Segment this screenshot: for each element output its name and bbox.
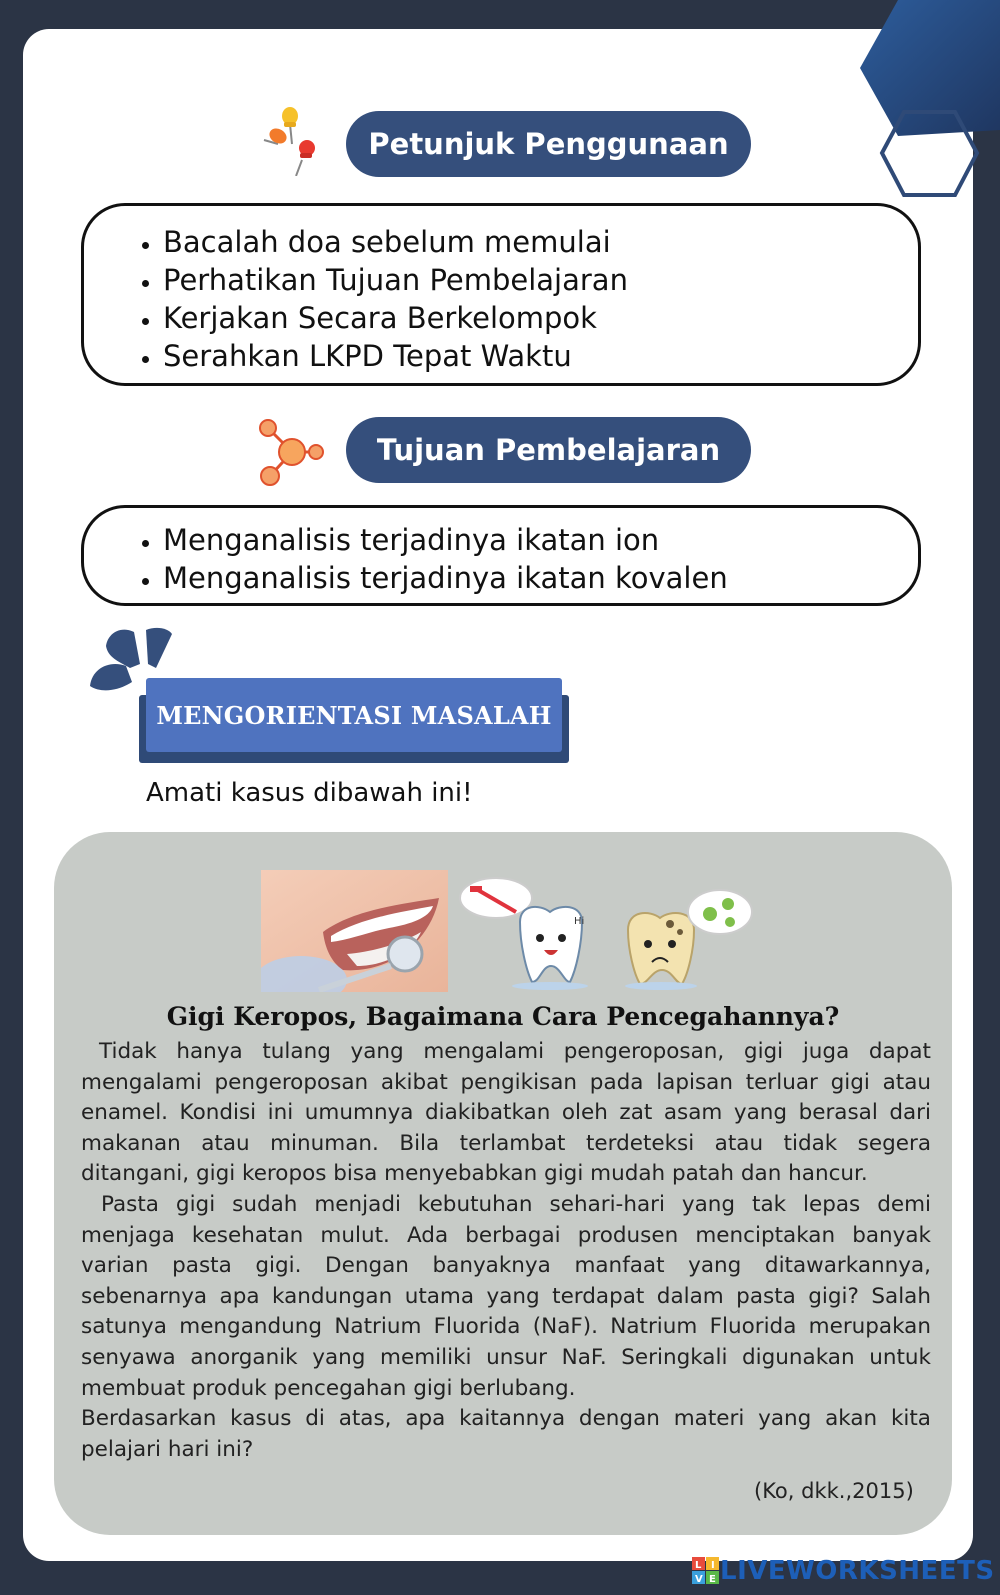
objectives-box: [81, 505, 921, 606]
hexagon-decoration: [860, 0, 1000, 210]
case-paragraph: Pasta gigi sudah menjadi kebutuhan sehari-hari yang tak lepas demi menjaga kesehatan mulut. Ada berbagai produsen menciptakan banyak varian pasta gigi. Dengan banyaknya manfaat yang ditawarkannya, sebenarnya apa kandungan utama yang terdapat dalam pasta gigi? Salah satunya mengandung Natrium Fluorida (NaF). Natrium Fluorida merupakan senyawa anorganik yang memiliki unsur NaF. Seringkali digunakan untuk membuat produk pencegahan gigi berlubang.: [81, 1192, 931, 1401]
objectives-list: [84, 521, 918, 597]
logo-letter: V: [695, 1574, 703, 1585]
case-title: Gigi Keropos, Bagaimana Cara Pencegahannya?: [166, 1002, 840, 1031]
list-item: • Menganalisis terjadinya ikatan kovalen: [163, 559, 918, 597]
instructions-list: [84, 223, 918, 375]
list-item: • Kerjakan Secara Berkelompok: [163, 299, 918, 337]
pushpin-icon: [256, 104, 326, 176]
tooth-greeting: Hi: [574, 916, 585, 927]
instructions-heading-pill: [346, 111, 751, 177]
cartoon-teeth-image: [458, 870, 758, 992]
mouth-photo-image: [261, 870, 448, 992]
problem-banner: [146, 678, 562, 752]
logo-letter: E: [709, 1574, 716, 1585]
molecule-icon: [258, 418, 330, 490]
list-item: • Serahkan LKPD Tepat Waktu: [163, 337, 918, 375]
brand-text[interactable]: LIVEWORKSHEETS: [720, 1556, 995, 1586]
objectives-heading-pill: [346, 417, 751, 483]
instructions-heading: Petunjuk Penggunaan: [368, 127, 729, 161]
objectives-heading: Tujuan Pembelajaran: [376, 433, 721, 467]
observe-prompt: Amati kasus dibawah ini!: [146, 778, 473, 808]
instructions-box: [81, 203, 921, 386]
logo-letter: I: [711, 1560, 715, 1571]
case-paragraph: Tidak hanya tulang yang mengalami pengeroposan, gigi juga dapat mengalami pengeroposan akibat pengikisan pada lapisan terluar gigi atau enamel. Kondisi ini umumnya diakibatkan oleh zat asam yang berasal dari makanan atau minuman. Bila terlambat terdeteksi atau tidak segera ditangani, gigi keropos bisa menyebabkan gigi mudah patah dan hancur.: [81, 1039, 931, 1187]
logo-letter: L: [695, 1560, 702, 1571]
problem-banner-label: MENGORIENTASI MASALAH: [156, 700, 552, 730]
list-item: • Bacalah doa sebelum memulai: [163, 223, 918, 261]
liveworksheets-logo: [692, 1556, 995, 1586]
filled-hexagon-shape: [860, 0, 1000, 136]
case-panel: [54, 832, 952, 1535]
list-item: • Perhatikan Tujuan Pembelajaran: [163, 261, 918, 299]
list-item: • Menganalisis terjadinya ikatan ion: [163, 521, 918, 559]
case-paragraph: Berdasarkan kasus di atas, apa kaitannya dengan materi yang akan kita pelajari hari ini?: [81, 1406, 931, 1462]
brand-logo-icon: [692, 1557, 720, 1585]
case-citation: (Ko, dkk.,2015): [754, 1479, 914, 1503]
